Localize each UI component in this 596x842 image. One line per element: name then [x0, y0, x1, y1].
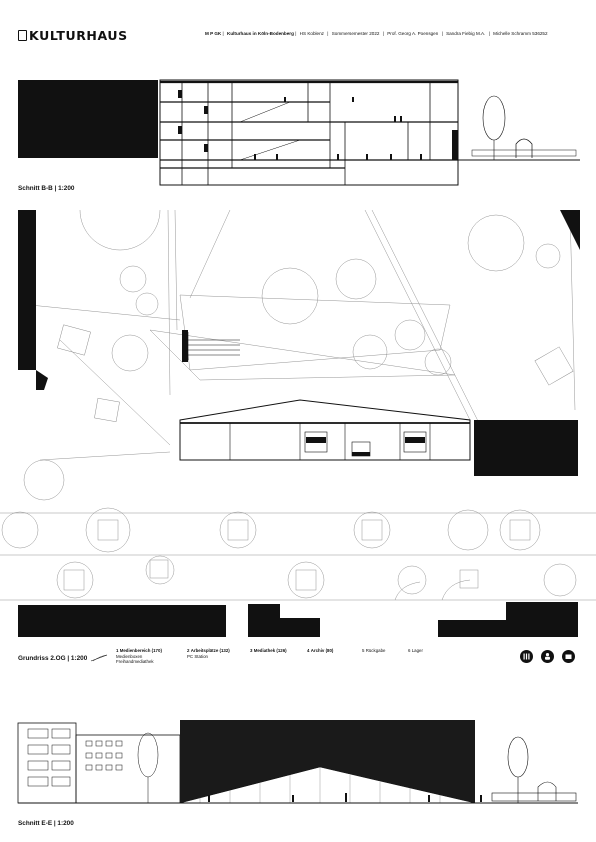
section-bb-label: Schnitt B-B | 1:200	[18, 185, 75, 192]
legend-num: 2	[187, 648, 190, 653]
header-credits	[205, 31, 577, 36]
header-project: Kulturhaus in Köln-Bodenberg	[227, 31, 294, 36]
legend-item-2	[187, 648, 230, 659]
card-icon	[562, 650, 575, 663]
legend-num: 6	[408, 648, 411, 653]
header-sep: |	[488, 31, 490, 36]
legend-num: 4	[307, 648, 310, 653]
header-sep: |	[327, 31, 329, 36]
logo-mark-icon	[18, 30, 27, 41]
header-sep: |	[295, 31, 297, 36]
legend-item-1	[116, 648, 162, 665]
section-bb-drawing	[0, 70, 596, 190]
section-ee-drawing	[0, 705, 596, 805]
legend-item-6	[408, 648, 423, 654]
legend-title: Lager	[411, 648, 423, 653]
legend-num: 1	[116, 648, 119, 653]
header-prof: Prof. Georg A. Poensgen	[387, 31, 439, 36]
header-assistant: Sandra Fiebig M.A.	[446, 31, 486, 36]
legend-title: Arbeitsplätze (132)	[190, 648, 230, 653]
header-sep: |	[222, 31, 224, 36]
header-sep: |	[382, 31, 384, 36]
legend-title: Archiv (80)	[310, 648, 334, 653]
legend-sub: Medienboxen	[116, 653, 143, 659]
header-sep: |	[441, 31, 443, 36]
header-semester: Sommersemester 2022	[331, 31, 380, 36]
header-school: HS Koblenz	[299, 31, 324, 36]
logo-text: KULTURHAUS	[29, 28, 128, 43]
floorplan-drawing	[0, 210, 596, 640]
legend-title: Medienbereich (170)	[119, 648, 162, 653]
legend-title: Mediathek (126)	[253, 648, 287, 653]
header-group: M P GK	[205, 31, 222, 36]
logo	[18, 28, 128, 43]
floorplan-label: Grundriss 2.OG | 1:200	[18, 655, 88, 662]
legend-num: 5	[362, 648, 365, 653]
north-arrow-icon	[90, 654, 108, 662]
legend-item-5	[362, 648, 385, 654]
legend-num: 3	[250, 648, 253, 653]
header-student: Michelle Schramm 536252	[493, 31, 548, 36]
legend-item-3	[250, 648, 287, 654]
legend-sub: Freihandmediathek	[116, 659, 154, 665]
person-icon	[541, 650, 554, 663]
section-ee-label: Schnitt E-E | 1:200	[18, 820, 74, 827]
books-icon	[520, 650, 533, 663]
legend-sub: PC Station	[187, 653, 208, 659]
legend-title: Rückgabe	[365, 648, 386, 653]
legend-item-4	[307, 648, 333, 654]
